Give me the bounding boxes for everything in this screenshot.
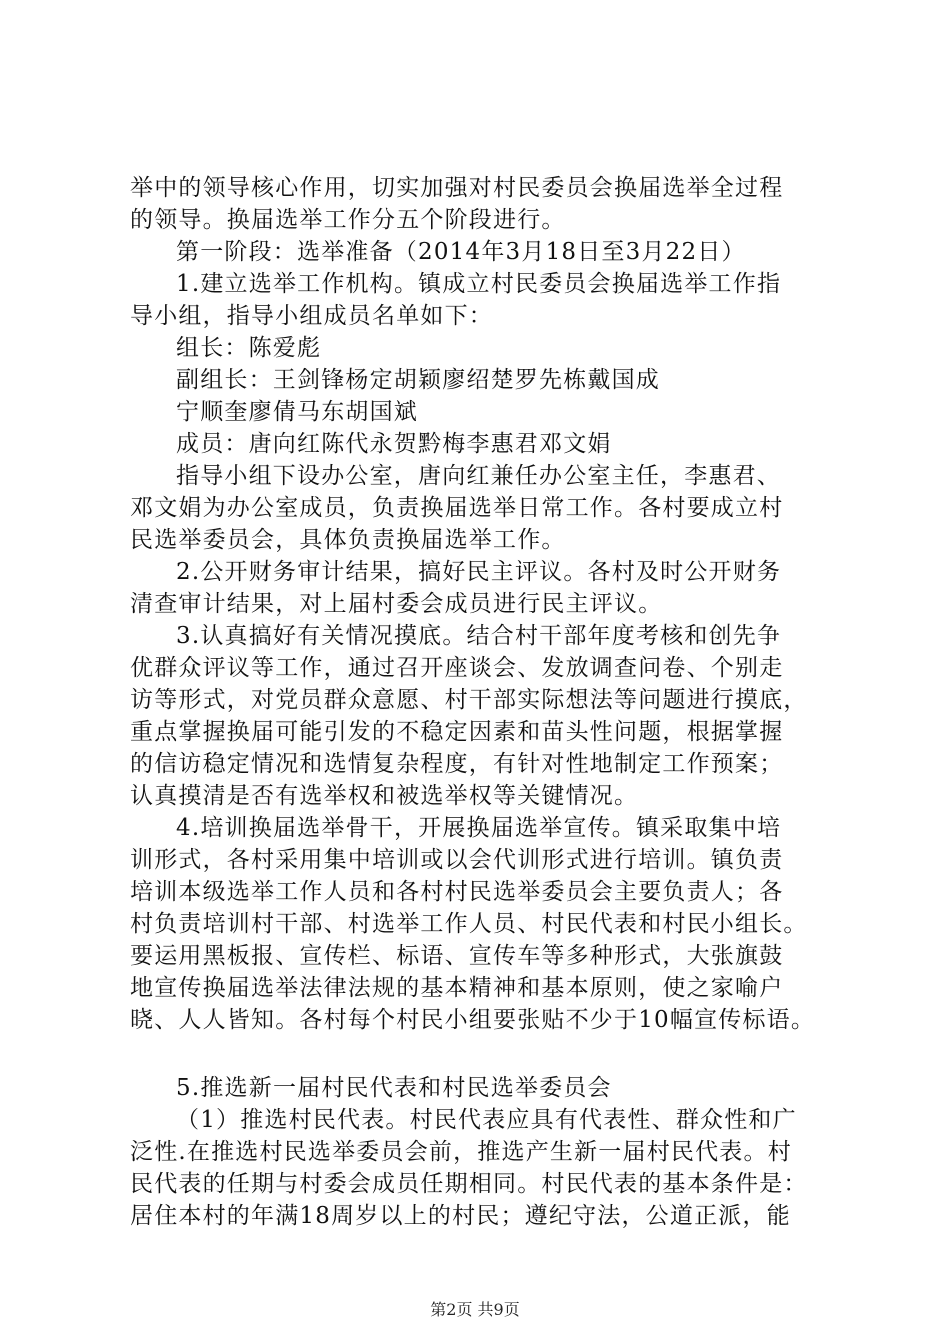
text-line: 指导小组下设办公室，唐向红兼任办公室主任，李惠君、 bbox=[176, 463, 781, 489]
text-line: 重点掌握换届可能引发的不稳定因素和苗头性问题，根据掌握 bbox=[130, 719, 784, 745]
text-line: 成员：唐向红陈代永贺黔梅李惠君邓文娟 bbox=[176, 431, 612, 457]
text-line: 邓文娟为办公室成员，负责换届选举日常工作。各村要成立村 bbox=[130, 495, 784, 521]
text-line: 5.推选新一届村民代表和村民选举委员会 bbox=[176, 1075, 612, 1101]
document-body bbox=[130, 172, 830, 1232]
text-line: 4.培训换届选举骨干，开展换届选举宣传。镇采取集中培 bbox=[176, 815, 782, 841]
text-line: 认真摸清是否有选举权和被选举权等关键情况。 bbox=[130, 783, 639, 809]
text-line: 访等形式，对党员群众意愿、村干部实际想法等问题进行摸底， bbox=[130, 687, 808, 713]
text-line: 举中的领导核心作用，切实加强对村民委员会换届选举全过程 bbox=[130, 175, 784, 201]
text-line: 的领导。换届选举工作分五个阶段进行。 bbox=[130, 207, 566, 233]
text-line: 宁顺奎廖倩马东胡国斌 bbox=[176, 399, 418, 425]
section-heading: 第一阶段：选举准备（2014年3月18日至3月22日） bbox=[176, 239, 746, 265]
text-line: 副组长：王剑锋杨定胡颖廖绍楚罗先栋戴国成 bbox=[176, 367, 660, 393]
text-line: 3.认真搞好有关情况摸底。结合村干部年度考核和创先争 bbox=[176, 623, 782, 649]
text-line: 民代表的任期与村委会成员任期相同。村民代表的基本条件是： bbox=[130, 1171, 808, 1197]
text-line: 民选举委员会，具体负责换届选举工作。 bbox=[130, 527, 566, 553]
text-line: 2.公开财务审计结果，搞好民主评议。各村及时公开财务 bbox=[176, 559, 782, 585]
text-line: 居住本村的年满18周岁以上的村民；遵纪守法，公道正派，能 bbox=[130, 1203, 791, 1229]
text-line: 组长：陈爱彪 bbox=[176, 335, 322, 361]
text-line: 1.建立选举工作机构。镇成立村民委员会换届选举工作指 bbox=[176, 271, 782, 297]
text-line: 村负责培训村干部、村选举工作人员、村民代表和村民小组长。 bbox=[130, 911, 808, 937]
text-line: 泛性.在推选村民选举委员会前，推选产生新一届村民代表。村 bbox=[130, 1139, 792, 1165]
text-line: 优群众评议等工作，通过召开座谈会、发放调查问卷、个别走 bbox=[130, 655, 784, 681]
text-line: 的信访稳定情况和选情复杂程度，有针对性地制定工作预案； bbox=[130, 751, 784, 777]
paragraph-gap bbox=[130, 1036, 830, 1072]
text-line: （1）推选村民代表。村民代表应具有代表性、群众性和广 bbox=[176, 1107, 797, 1133]
text-line: 导小组，指导小组成员名单如下： bbox=[130, 303, 493, 329]
text-line: 培训本级选举工作人员和各村村民选举委员会主要负责人；各 bbox=[130, 879, 784, 905]
page-number-footer: 第2页 共9页 bbox=[430, 1300, 520, 1319]
text-line: 清查审计结果，对上届村委会成员进行民主评议。 bbox=[130, 591, 663, 617]
text-line: 训形式，各村采用集中培训或以会代训形式进行培训。镇负责 bbox=[130, 847, 784, 873]
text-line: 晓、人人皆知。各村每个村民小组要张贴不少于10幅宣传标语。 bbox=[130, 1007, 816, 1033]
text-line: 要运用黑板报、宣传栏、标语、宣传车等多种形式，大张旗鼓 bbox=[130, 943, 784, 969]
text-line: 地宣传换届选举法律法规的基本精神和基本原则，使之家喻户 bbox=[130, 975, 784, 1001]
